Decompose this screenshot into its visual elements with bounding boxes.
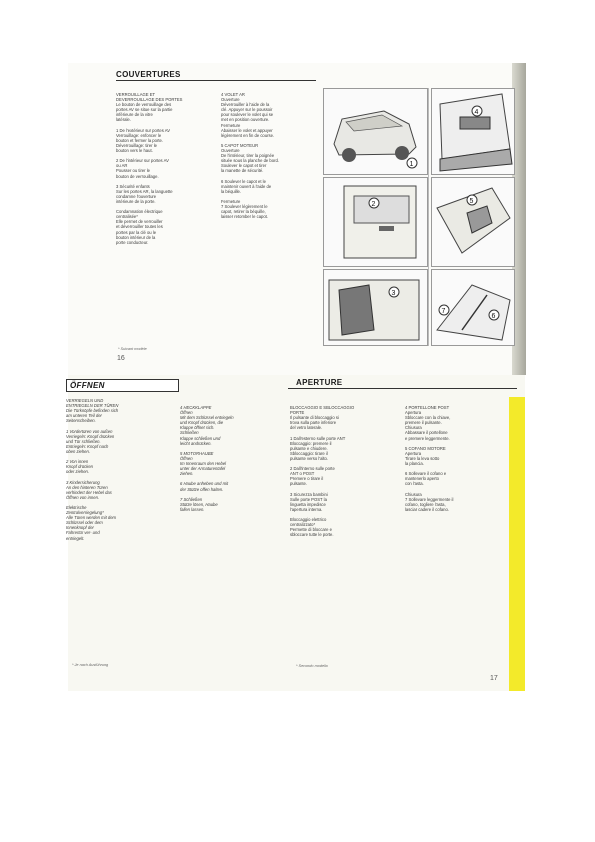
italian-column-2: 4 PORTELLONE POST Apertura Sbloccare con la chiave, premere il pulsante. Chiusura Abbassare il portellone e premere leggermente. 5 COFANO MOTORE Apertura Tirare la leva sotto la plancia. 6 Sollevare il cofano e mantenerlo aperto con l'asta. Chiusura 7 Sollevare leggermente il cofano, togliere l'asta, lasciar cadere il cofano. <box>405 405 454 512</box>
figure-child-safety <box>323 269 428 346</box>
callout-1: 1 <box>409 161 414 168</box>
svg-text:5: 5 <box>469 198 474 205</box>
svg-text:2: 2 <box>371 201 376 208</box>
bottom-right-section-title: APERTURE <box>288 377 517 389</box>
german-column-1: VERRIEGELN UND ENTRIEGELN DER TÜREN Die Türknöpfe befinden sich am unteren Teil der Seitenscheiben. 1 Vordertüren von außen Verriegeln: Knopf drücken und Tür schließen. Entriegeln: Knopf nach oben ziehen. 2 Von innen Knopf drücken oder ziehen. 3 Kindersicherung An den hinteren Türen verhindert der Hebel das Öffnen von innen. Elektrische Zentralverriegelung* Alle Türen werden mit dem Schlüssel oder dem Innenknopf der Fahrertür ver- und entriegelt. <box>66 398 119 541</box>
yellow-edge-strip <box>509 397 525 691</box>
figure-door-lock <box>323 177 428 267</box>
svg-text:6: 6 <box>491 313 496 320</box>
top-middle-column: 4 VOLET AR Ouverture Déverrouiller à l'aide de la clé. Appuyer sur le poussoir pour soulever le volet qui se met en position ouverture. Fermeture Abaisser le volet et appuyer légèrement en fin de course. 5 CAPOT MOTEUR Ouverture De l'intérieur, tirer la poignée située sous la planche de bord. Soulever le capot et tirer la manette de sécurité. 6 Soulever le capot et le maintenir ouvert à l'aide de la béquille. Fermeture 7 Soulever légèrement le capot, retirer la béquille, laisser retomber le capot. <box>221 92 279 220</box>
top-page-number: 16 <box>117 355 125 362</box>
figure-tailgate <box>431 88 515 175</box>
svg-text:7: 7 <box>441 308 446 315</box>
figure-hood-release <box>431 177 515 267</box>
bottom-page-number: 17 <box>490 675 498 682</box>
figure-hood-prop <box>431 269 515 346</box>
top-section-title: COUVERTURES <box>116 69 316 81</box>
german-column-2: 4 HECKKLAPPE Öffnen Mit dem Schlüssel entriegeln und Knopf drücken, die Klappe öffnet sich. Schließen Klappe schließen und leicht andrücken. 5 MOTORHAUBE Öffnen Im Innenraum den Hebel unter der Armaturentafel ziehen. 6 Haube anheben und mit der Stütze offen halten. 7 Schließen Stütze lösen, Haube fallen lassen. <box>180 405 234 512</box>
italian-column-1: BLOCCAGGIO E SBLOCCAGGIO PORTE Il pulsante di bloccaggio si trova sulla parte inferiore del vetro laterale. 1 Dall'esterno sulle porte ANT Bloccaggio: premere il pulsante e chiudere. Sbloccaggio: tirare il pulsante verso l'alto. 2 Dall'interno sulle porte ANT o POST Premere o tirare il pulsante. 3 Sicurezza bambini Sulle porte POST la linguetta impedisce l'apertura interna. Bloccaggio elettrico centralizzato* Permette di bloccare e sbloccare tutte le porte. <box>290 405 355 538</box>
figure-divider <box>428 88 429 346</box>
top-footnote: * Suivant modèle <box>118 347 147 351</box>
svg-text:3: 3 <box>391 290 396 297</box>
italian-footnote: * Secondo modello <box>296 664 328 668</box>
bottom-left-section-title: ÖFFNEN <box>66 379 179 392</box>
top-left-column: VERROUILLAGE ET DEVERROUILLAGE DES PORTES Le bouton de verrouillage des portes AV se situe sur la partie inférieure de la vitre latérale. 1 De l'extérieur sur portes AV Verrouillage: enfoncer le bouton et fermer la porte. Déverrouillage: tirer le bouton vers le haut. 2 De l'intérieur sur portes AV ou AR Pousser ou tirer le bouton de verrouillage. 3 Sécurité enfants Sur les portes AR, la languette condamne l'ouverture intérieure de la porte. Condamnation électrique centralisée* Elle permet de verrouiller et déverrouiller toutes les portes par la clé ou le bouton intérieur de la porte conducteur. <box>116 92 183 245</box>
german-footnote: * Je nach Ausführung <box>72 663 109 667</box>
svg-text:4: 4 <box>474 109 479 116</box>
figure-car-rear <box>323 88 428 175</box>
